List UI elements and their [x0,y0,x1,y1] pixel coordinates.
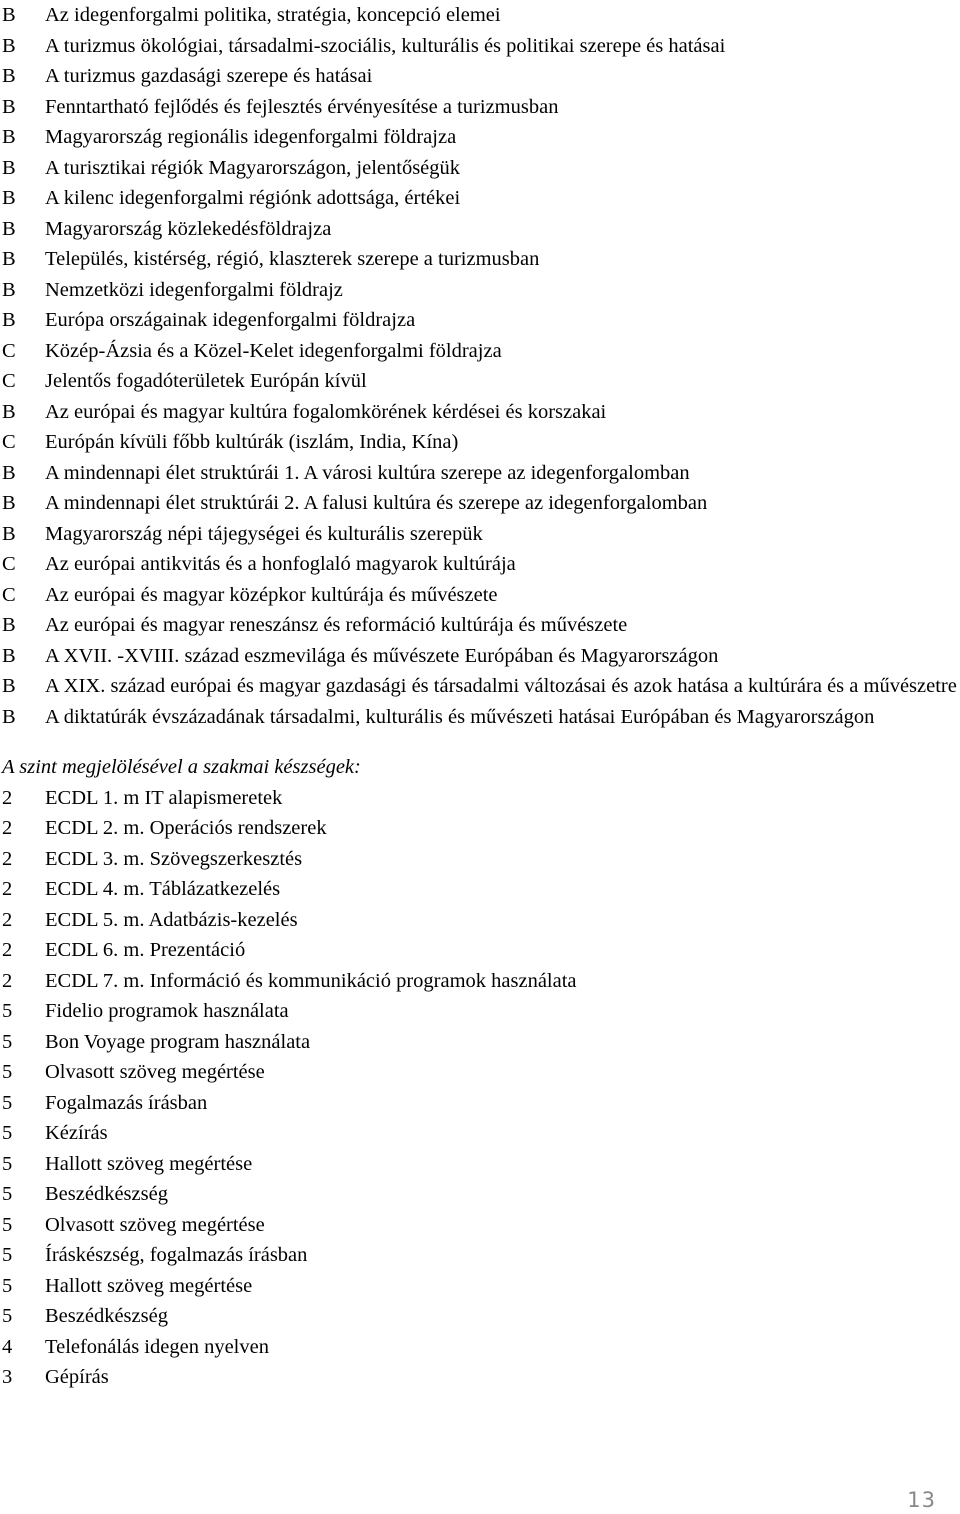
topic-row [0,183,960,214]
level-code: 2 [2,817,13,839]
item-text: Magyarország közlekedésföldrajza [45,217,332,240]
item-text: Olvasott szöveg megértése [45,1213,265,1236]
level-code: B [2,400,16,423]
topic-row [0,153,960,184]
level-code: B [2,705,16,728]
skill-row [0,1301,960,1332]
item-text: Jelentős fogadóterületek Európán kívül [45,370,367,392]
item-text: Olvasott szöveg megértése [45,1061,265,1083]
topic-row [0,122,960,153]
item-text: Az idegenforgalmi politika, stratégia, koncepció elemei [45,4,501,26]
level-code: 5 [2,1000,13,1022]
skill-row [0,874,960,905]
topic-row [0,0,960,31]
topic-row [0,214,960,245]
item-text: Hallott szöveg megértése [45,1152,253,1175]
item-text: Fenntartható fejlődés és fejlesztés érvényesítése a turizmusban [45,95,559,118]
topic-row [0,702,960,733]
level-code: 3 [2,1366,13,1388]
item-text: Beszédkészség [45,1305,168,1327]
level-code: B [2,644,16,667]
skill-row [0,783,960,814]
skill-row [0,1271,960,1302]
skill-row [0,1149,960,1180]
level-code: 5 [2,1244,13,1266]
item-text: Az európai antikvitás és a honfoglaló magyarok kultúrája [45,553,516,575]
item-text: Európa országainak idegenforgalmi földrajza [45,309,416,331]
item-text: A XVII. -XVIII. század eszmevilága és művészete Európában és Magyarországon [45,644,719,667]
level-code: B [2,95,16,118]
level-code: 2 [2,969,13,992]
level-code: C [2,370,16,392]
level-code: 2 [2,847,13,870]
item-text: Kézírás [45,1122,108,1144]
topic-row [0,305,960,336]
topic-row [0,366,960,397]
item-text: Hallott szöveg megértése [45,1274,253,1297]
item-text: ECDL 2. m. Operációs rendszerek [45,817,327,839]
topic-row [0,580,960,611]
item-text: ECDL 1. m IT alapismeretek [45,786,283,809]
skills-list [0,783,960,1393]
skill-row [0,844,960,875]
skill-row [0,996,960,1027]
topic-row [0,31,960,62]
item-text: Fidelio programok használata [45,1000,289,1022]
level-code: B [2,492,16,514]
item-text: ECDL 5. m. Adatbázis-kezelés [45,908,298,931]
topic-row [0,61,960,92]
skill-row [0,1240,960,1271]
skill-row [0,1179,960,1210]
item-text: Európán kívüli főbb kultúrák (iszlám, India, Kína) [45,431,459,453]
skill-row [0,813,960,844]
level-code: 5 [2,1274,13,1297]
level-code: B [2,522,16,545]
level-code: B [2,217,16,240]
topic-list [0,0,960,732]
topic-row [0,458,960,489]
topic-row [0,275,960,306]
level-code: 5 [2,1213,13,1236]
level-code: 2 [2,786,13,809]
item-text: Az európai és magyar kultúra fogalomkörének kérdései és korszakai [45,400,607,423]
level-code: C [2,431,16,453]
level-code: C [2,339,16,362]
level-code: B [2,126,16,148]
level-code: B [2,156,16,179]
skill-row [0,1210,960,1241]
level-code: 4 [2,1335,13,1358]
topic-row [0,92,960,123]
item-text: Magyarország regionális idegenforgalmi földrajza [45,126,457,148]
item-text: A turizmus ökológiai, társadalmi-szociális, kulturális és politikai szerepe és hatásai [45,34,726,57]
topic-row [0,397,960,428]
level-code: B [2,278,16,301]
item-text: Telefonálás idegen nyelven [45,1335,269,1358]
item-text: A kilenc idegenforgalmi régiónk adottsága, értékei [45,187,461,209]
item-text: A mindennapi élet struktúrái 2. A falusi kultúra és szerepe az idegenforgalomban [45,492,708,514]
item-text: A turisztikai régiók Magyarországon, jelentőségük [45,156,461,179]
item-text: Közép-Ázsia és a Közel-Kelet idegenforgalmi földrajza [45,339,502,362]
level-code: 5 [2,1183,13,1205]
item-text: ECDL 6. m. Prezentáció [45,939,246,961]
level-code: 5 [2,1305,13,1327]
level-code: 5 [2,1122,13,1144]
level-code: B [2,187,16,209]
item-text: A turizmus gazdasági szerepe és hatásai [45,65,373,87]
level-code: B [2,248,16,270]
level-code: B [2,675,16,697]
item-text: Bon Voyage program használata [45,1030,311,1053]
item-text: Fogalmazás írásban [45,1091,208,1114]
item-text: Íráskészség, fogalmazás írásban [45,1244,308,1266]
level-code: B [2,34,16,57]
level-code: 5 [2,1091,13,1114]
item-text: ECDL 7. m. Információ és kommunikáció programok használata [45,969,577,992]
topic-row [0,610,960,641]
level-code: 2 [2,878,13,900]
skill-row [0,1362,960,1393]
item-text: Település, kistérség, régió, klaszterek szerepe a turizmusban [45,248,540,270]
level-code: 2 [2,908,13,931]
skill-row [0,966,960,997]
item-text: Nemzetközi idegenforgalmi földrajz [45,278,343,301]
topic-row [0,549,960,580]
skill-row [0,1057,960,1088]
skill-row [0,935,960,966]
topic-row [0,671,960,702]
topic-row [0,336,960,367]
skill-row [0,1027,960,1058]
skill-row [0,1088,960,1119]
topic-row [0,488,960,519]
level-code: B [2,461,16,484]
level-code: 5 [2,1152,13,1175]
topic-row [0,641,960,672]
item-text: Gépírás [45,1366,109,1388]
level-code: 2 [2,939,13,961]
item-text: ECDL 3. m. Szövegszerkesztés [45,847,303,870]
item-text: Beszédkészség [45,1183,168,1205]
skill-row [0,1118,960,1149]
level-code: B [2,4,16,26]
topic-row [0,519,960,550]
skill-row [0,1332,960,1363]
topic-row [0,244,960,275]
level-code: B [2,309,16,331]
item-text: Az európai és magyar reneszánsz és reformáció kultúrája és művészete [45,614,628,636]
skill-row [0,905,960,936]
level-code: C [2,553,16,575]
topic-row [0,427,960,458]
skills-heading: A szint megjelölésével a szakmai készségek: [2,756,361,778]
item-text: A diktatúrák évszázadának társadalmi, kulturális és művészeti hatásai Európában és Magyarországon [45,705,875,728]
item-text: Magyarország népi tájegységei és kulturális szerepük [45,522,483,545]
level-code: 5 [2,1030,13,1053]
level-code: C [2,583,16,606]
item-text: A XIX. század európai és magyar gazdasági és társadalmi változásai és azok hatása a kultúrára és a művészetre [45,675,957,697]
level-code: B [2,65,16,87]
item-text: ECDL 4. m. Táblázatkezelés [45,878,281,900]
level-code: 5 [2,1061,13,1083]
page-number: 13 [907,1488,936,1512]
level-code: B [2,614,16,636]
item-text: A mindennapi élet struktúrái 1. A városi kultúra szerepe az idegenforgalomban [45,461,690,484]
item-text: Az európai és magyar középkor kultúrája és művészete [45,583,498,606]
